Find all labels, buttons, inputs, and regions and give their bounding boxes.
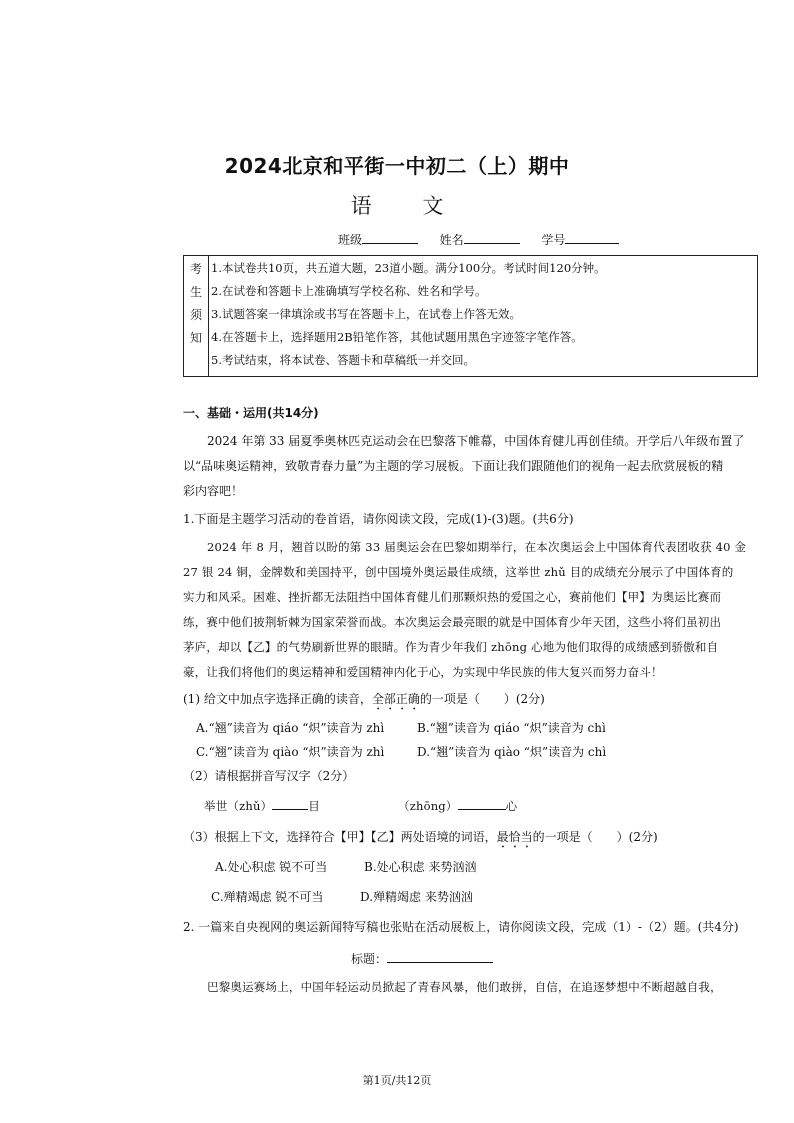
option-b[interactable]: B.“翘”读音为 qiáo “炽”读音为 chì (417, 721, 606, 735)
intro-line: 以“品味奥运精神，致敬青春力量”为主题的学习展板。下面让我们跟随他们的视角一起去欣赏展板的精 (183, 459, 724, 473)
sub-question-text: 的一项是（ ）(2分) (532, 830, 658, 844)
option-b[interactable]: B.处心积虑 来势汹汹 (364, 860, 477, 874)
notice-item: 5.考试结束，将本试卷、答题卡和草稿纸一并交回。 (211, 353, 475, 367)
headline-label: 标题： (351, 952, 388, 966)
passage-line: 豪，让我们将他们的奥运精神和爱国精神内化于心，为实现中华民族的伟大复兴而努力奋斗！ (183, 665, 663, 679)
fill-blank-b (398, 798, 517, 814)
id-label: 学号 (541, 233, 566, 247)
notice-side-char: 知 (190, 331, 203, 345)
notice-side-char: 须 (190, 308, 203, 322)
notice-side-char: 生 (190, 285, 203, 299)
option-a[interactable]: A.“翘”读音为 qiáo “炽”读音为 zhì (196, 721, 385, 735)
fill-blank-label: 目 (308, 799, 320, 813)
candidate-notice-box (183, 255, 758, 377)
fill-blank-label: （zhōng） (398, 799, 458, 813)
subject-title: 语 文 (350, 194, 444, 218)
sub-question-text: 的一项是（ ）(2分) (419, 692, 545, 706)
question-1-stem: 1.下面是主题学习活动的卷首语，请你阅读文段，完成(1)-(3)题。(共6分) (183, 512, 574, 526)
option-c[interactable]: C.殚精竭虑 锐不可当 (211, 890, 324, 904)
headline-fill (351, 950, 493, 967)
passage-line: 巴黎奥运赛场上，中国年轻运动员掀起了青春风暴，他们敢拼，自信，在追逐梦想中不断超越自我， (207, 980, 722, 994)
exam-title: 2024北京和平街一中初二（上）期中 (224, 154, 570, 178)
headline-blank[interactable] (387, 951, 493, 963)
option-a[interactable]: A.处心积虑 锐不可当 (215, 860, 328, 874)
answer-blank[interactable] (272, 798, 308, 810)
section-heading: 一、基础・运用(共14分) (183, 406, 319, 420)
emphasis-text: 全部正确 (371, 692, 420, 706)
emphasis-text: 最恰当 (496, 830, 533, 844)
fill-blank-label: 举世（zhǔ） (204, 799, 273, 813)
student-info-row (338, 231, 619, 248)
intro-line: 彩内容吧！ (183, 484, 244, 498)
notice-side-label (184, 256, 209, 376)
class-blank[interactable] (362, 232, 418, 244)
notice-item: 4.在答题卡上，选择题用2B铅笔作答，其他试题用黑色字迹签字笔作答。 (211, 330, 583, 344)
sub-question-3 (183, 828, 658, 851)
notice-side-char: 考 (190, 262, 203, 276)
fill-blank-label: 心 (505, 799, 518, 813)
intro-line: 2024 年第 33 届夏季奥林匹克运动会在巴黎落下帷幕，中国体育健儿再创佳绩。开学后八年级布置了 (207, 434, 745, 448)
sub-question-2: （2）请根据拼音写汉字（2分） (183, 769, 355, 783)
name-label: 姓名 (439, 233, 464, 247)
name-blank[interactable] (464, 232, 520, 244)
sub-question-1 (183, 690, 545, 713)
answer-blank[interactable] (458, 798, 506, 810)
fill-blank-a (204, 798, 320, 814)
option-d[interactable]: D.“翘”读音为 qiào “炽”读音为 chì (417, 745, 607, 759)
passage-line: 27 银 24 铜，金牌数和美国持平，创中国境外奥运最佳成绩，这举世 zhǔ 目的成绩充分展示了中国体育的 (183, 565, 734, 579)
id-blank[interactable] (565, 232, 619, 244)
page-number: 第1页/共12页 (362, 1074, 432, 1087)
passage-line: 2024 年 8 月，翘首以盼的第 33 届奥运会在巴黎如期举行，在本次奥运会上中国体育代表团收获 40 金 (207, 540, 747, 554)
sub-question-text: （3）根据上下文，选择符合【甲】【乙】两处语境的词语， (183, 830, 497, 844)
notice-item: 1.本试卷共10页，共五道大题，23道小题。满分100分。考试时间120分钟。 (211, 261, 606, 275)
class-label: 班级 (338, 233, 363, 247)
notice-item: 2.在试卷和答题卡上准确填写学校名称、姓名和学号。 (211, 284, 487, 298)
passage-line: 茅庐，却以【乙】的气势刷新世界的眼睛。作为青少年我们 zhōng 心地为他们取得的成绩感到骄傲和自 (183, 640, 719, 654)
option-d[interactable]: D.殚精竭虑 来势汹汹 (360, 890, 473, 904)
passage-line: 练，赛中他们披荆斩棘为国家荣誉而战。本次奥运会最亮眼的就是中国体育少年天团，这些小将们虽初出 (183, 615, 722, 629)
option-c[interactable]: C.“翘”读音为 qiào “炽”读音为 zhì (196, 745, 385, 759)
sub-question-text: (1) 给文中加点字选择正确的读音， (183, 692, 372, 706)
notice-item: 3.试题答案一律填涂或书写在答题卡上，在试卷上作答无效。 (211, 307, 521, 321)
passage-line: 实力和风采。困难、挫折都无法阻挡中国体育健儿们那颗炽热的爱国之心，赛前他们【甲】为奥运比赛而 (183, 590, 722, 604)
question-2-stem: 2. 一篇来自央视网的奥运新闻特写稿也张贴在活动展板上，请你阅读文段，完成（1）-（2）题。(共4分) (183, 920, 739, 934)
